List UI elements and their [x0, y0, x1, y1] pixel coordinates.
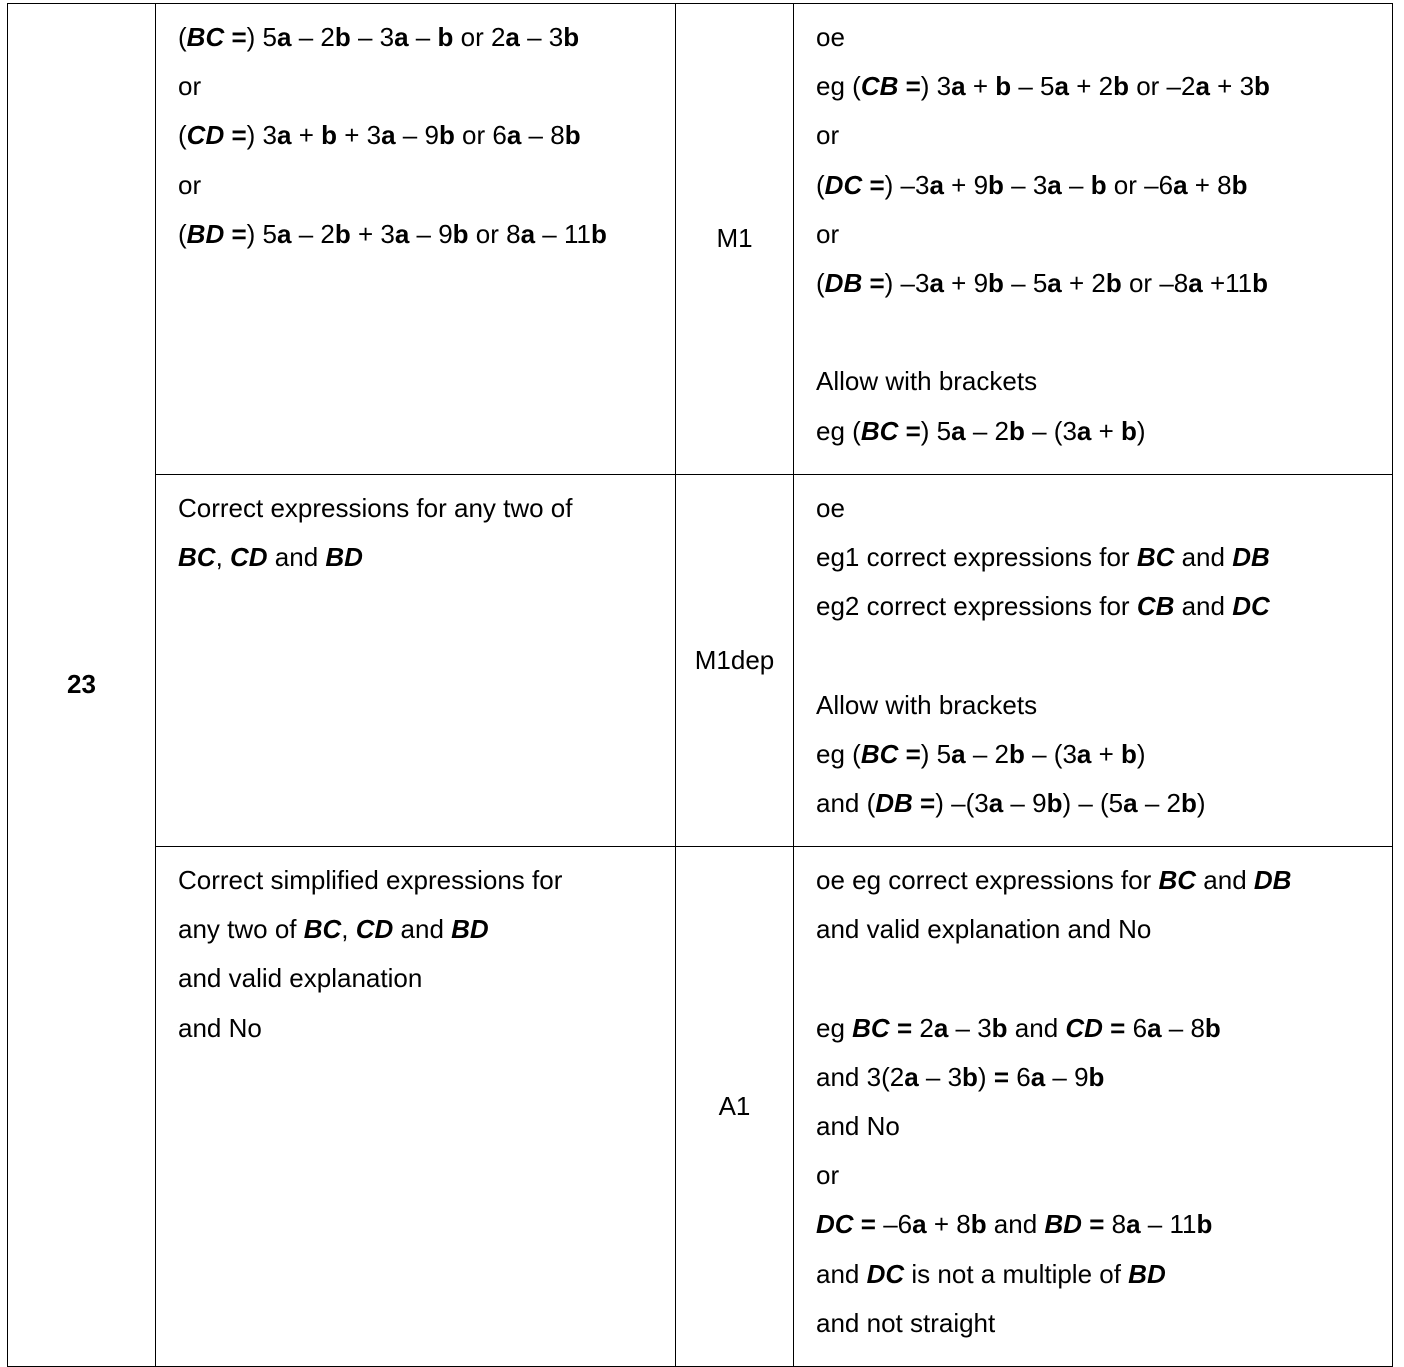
- answer-line: [178, 1004, 665, 1053]
- text-run: b: [1105, 268, 1122, 299]
- text-run: Correct expressions for any two of: [178, 493, 573, 523]
- text-run: b: [564, 120, 581, 151]
- text-run: a: [277, 218, 292, 249]
- text-run: =: [1081, 1209, 1112, 1240]
- text-run: and: [1007, 1012, 1066, 1043]
- comment-line: [816, 407, 1382, 456]
- text-run: – 2: [965, 739, 1009, 769]
- text-run: b: [1121, 415, 1137, 446]
- text-run: =: [912, 788, 936, 819]
- text-run: (: [178, 218, 187, 249]
- text-run: a: [277, 120, 292, 151]
- answer-line: [178, 111, 665, 160]
- text-run: and: [986, 1209, 1045, 1240]
- text-run: b: [1204, 1012, 1221, 1043]
- text-run: ) 5: [246, 22, 277, 52]
- text-run: and: [1174, 591, 1233, 622]
- text-run: ) 3: [246, 120, 277, 151]
- text-run: eg (: [816, 415, 861, 446]
- text-run: – 9: [1003, 788, 1047, 819]
- text-run: + 3: [337, 120, 382, 151]
- text-run: and 3(2: [816, 1061, 905, 1092]
- text-run: – 3: [519, 22, 564, 52]
- text-run: 2: [919, 1012, 934, 1043]
- text-run: b: [1231, 169, 1248, 200]
- text-run: + 2: [1061, 268, 1106, 299]
- text-run: BD: [1044, 1209, 1082, 1240]
- text-run: =: [986, 1061, 1017, 1092]
- text-run: – 2: [291, 22, 335, 52]
- text-run: CD: [186, 120, 225, 151]
- text-run: – 9: [409, 218, 453, 249]
- text-run: or: [816, 1160, 840, 1191]
- answer-line: [178, 856, 665, 905]
- comment-line: [816, 1004, 1382, 1053]
- mark-cell: M1dep: [676, 475, 794, 847]
- text-run: a: [951, 415, 966, 446]
- text-run: DB: [875, 788, 913, 819]
- text-run: b: [1008, 415, 1025, 446]
- text-run: DB: [1232, 542, 1270, 573]
- text-run: b: [1121, 739, 1137, 769]
- comment-line: [816, 1250, 1382, 1299]
- text-run: b: [1180, 788, 1197, 819]
- text-run: eg (: [816, 71, 861, 102]
- text-run: or –8: [1121, 268, 1189, 299]
- comment-line: [816, 730, 1382, 779]
- text-run: BD: [186, 218, 225, 249]
- text-run: a: [988, 788, 1004, 819]
- text-run: DC: [816, 1209, 854, 1240]
- text-run: –: [1061, 169, 1091, 200]
- comment-line: [816, 259, 1382, 308]
- text-run: and not straight: [816, 1307, 996, 1338]
- text-run: and: [1196, 865, 1254, 895]
- text-run: and: [1174, 542, 1233, 573]
- text-run: DB: [1253, 865, 1292, 895]
- answer-cell: [156, 4, 676, 475]
- text-run: BC: [186, 22, 225, 52]
- text-run: (: [816, 169, 825, 200]
- text-run: +: [1091, 415, 1122, 446]
- text-run: ) –(3: [935, 788, 989, 819]
- comment-line: [816, 357, 1382, 406]
- text-run: – 2: [965, 415, 1009, 446]
- text-run: b: [334, 22, 351, 52]
- text-run: CB: [860, 71, 899, 102]
- text-run: b: [1008, 739, 1025, 769]
- text-run: BD: [325, 542, 363, 573]
- comment-line: [816, 582, 1382, 631]
- text-run: a: [929, 169, 944, 200]
- text-run: or: [178, 71, 202, 102]
- text-run: + 3: [1209, 71, 1255, 102]
- text-run: ): [977, 1061, 987, 1092]
- text-run: =: [862, 268, 885, 299]
- text-run: is not a multiple of: [904, 1258, 1129, 1289]
- text-run: b: [321, 120, 337, 151]
- text-run: +: [965, 71, 996, 102]
- mark-row-3: [8, 847, 1393, 1367]
- text-run: oe: [816, 22, 845, 52]
- text-run: b: [988, 268, 1004, 299]
- text-run: ) 5: [246, 218, 277, 249]
- text-run: a: [1123, 788, 1138, 819]
- text-run: =: [898, 415, 921, 446]
- text-run: b: [1088, 1061, 1105, 1092]
- text-run: and valid explanation: [178, 963, 423, 994]
- comment-line: [816, 62, 1382, 111]
- text-run: a: [1076, 739, 1092, 769]
- text-run: or –6: [1106, 169, 1174, 200]
- text-run: a: [277, 22, 292, 52]
- text-run: – 8: [1161, 1012, 1205, 1043]
- text-run: =: [1102, 1012, 1133, 1043]
- text-run: a: [505, 22, 520, 52]
- text-run: a: [1147, 1012, 1162, 1043]
- answer-line: [178, 161, 665, 210]
- text-run: (: [178, 120, 187, 151]
- text-run: BC: [1136, 542, 1175, 573]
- text-run: a: [1126, 1209, 1141, 1240]
- text-run: =: [224, 120, 247, 151]
- text-run: DC: [866, 1258, 905, 1289]
- text-run: or –2: [1128, 71, 1196, 102]
- comment-line: [816, 210, 1382, 259]
- text-run: a: [1054, 71, 1069, 102]
- text-run: a: [1030, 1061, 1046, 1092]
- text-run: CD: [1065, 1012, 1103, 1043]
- text-run: and valid explanation and No: [816, 914, 1152, 945]
- comment-line: [816, 1053, 1382, 1102]
- text-run: any two of: [178, 914, 304, 945]
- comment-line: [816, 1102, 1382, 1151]
- text-run: – (3: [1024, 415, 1077, 446]
- text-run: eg (: [816, 739, 861, 769]
- answer-line: [178, 533, 665, 582]
- text-run: ) 5: [920, 415, 952, 446]
- text-run: Allow with brackets: [816, 366, 1038, 397]
- comment-line: [816, 779, 1382, 828]
- text-run: a: [1188, 268, 1203, 299]
- mark-cell: A1: [676, 847, 794, 1367]
- text-run: + 9: [943, 268, 989, 299]
- text-run: a: [506, 120, 522, 151]
- text-run: BC: [852, 1012, 890, 1043]
- text-run: a: [912, 1209, 927, 1240]
- text-run: + 8: [1187, 169, 1232, 200]
- text-run: and: [393, 914, 452, 945]
- text-run: + 8: [926, 1209, 971, 1240]
- text-run: a: [394, 218, 410, 249]
- text-run: – (3: [1024, 739, 1077, 769]
- text-run: a: [951, 71, 966, 102]
- text-run: BC: [1158, 865, 1197, 895]
- text-run: – 3: [948, 1012, 992, 1043]
- comment-line: [816, 954, 1382, 1003]
- text-run: ) 3: [920, 71, 952, 102]
- text-run: ,: [215, 542, 231, 573]
- text-run: b: [334, 218, 351, 249]
- comment-line: [816, 533, 1382, 582]
- text-run: BC: [860, 739, 899, 769]
- text-run: ) –3: [884, 169, 930, 200]
- answer-line: [178, 62, 665, 111]
- text-run: – 11: [1140, 1209, 1197, 1240]
- text-run: ) – (5: [1062, 788, 1124, 819]
- text-run: ): [1136, 415, 1146, 446]
- text-run: BD: [1128, 1258, 1166, 1289]
- text-run: – 11: [535, 218, 591, 249]
- text-run: and No: [816, 1111, 900, 1141]
- text-run: or 6: [454, 120, 507, 151]
- text-run: and No: [178, 1012, 262, 1043]
- text-run: 6: [1016, 1061, 1031, 1092]
- comment-line: [816, 681, 1382, 730]
- text-run: CD: [230, 542, 268, 573]
- mark-row-1: [8, 4, 1393, 475]
- text-run: – 3: [350, 22, 395, 52]
- text-run: ,: [341, 914, 356, 945]
- text-run: ) –3: [884, 268, 930, 299]
- text-run: or: [816, 120, 840, 151]
- text-run: b: [563, 22, 580, 52]
- text-run: –: [408, 22, 438, 52]
- text-run: –6: [883, 1209, 913, 1240]
- answer-line: [178, 954, 665, 1003]
- text-run: ): [1136, 739, 1146, 769]
- text-run: =: [862, 169, 885, 200]
- text-run: b: [452, 218, 469, 249]
- text-run: =: [898, 739, 921, 769]
- comment-line: [816, 905, 1382, 954]
- mark-scheme-table: [7, 3, 1393, 1367]
- answer-line: [178, 13, 665, 62]
- text-run: b: [1196, 1209, 1213, 1240]
- text-run: +: [291, 120, 322, 151]
- text-run: + 3: [350, 218, 395, 249]
- comment-line: [816, 161, 1382, 210]
- text-run: 8: [1111, 1209, 1127, 1240]
- text-run: CB: [1136, 591, 1175, 622]
- comment-line: [816, 1299, 1382, 1348]
- text-run: b: [437, 22, 454, 52]
- text-run: oe eg correct expressions for: [816, 865, 1159, 895]
- text-run: eg: [816, 1012, 853, 1043]
- text-run: b: [988, 169, 1004, 200]
- text-run: +11: [1202, 268, 1253, 299]
- text-run: b: [1090, 169, 1107, 200]
- text-run: b: [995, 71, 1012, 102]
- comment-line: [816, 856, 1382, 905]
- text-run: (: [816, 268, 825, 299]
- text-run: CD: [355, 914, 394, 945]
- text-run: eg2 correct expressions for: [816, 591, 1137, 622]
- text-run: =: [224, 218, 247, 249]
- text-run: a: [929, 268, 944, 299]
- text-run: – 5: [1003, 268, 1048, 299]
- text-run: a: [394, 22, 409, 52]
- comment-line: [816, 1200, 1382, 1249]
- answer-line: [178, 484, 665, 533]
- comment-line: [816, 111, 1382, 160]
- answer-line: [178, 905, 665, 954]
- text-run: =: [889, 1012, 920, 1043]
- text-run: BD: [451, 914, 489, 945]
- mark-row-2: [8, 475, 1393, 847]
- comment-line: [816, 1151, 1382, 1200]
- text-run: a: [1076, 415, 1092, 446]
- text-run: b: [962, 1061, 978, 1092]
- text-run: – 9: [1045, 1061, 1089, 1092]
- text-run: BC: [860, 415, 899, 446]
- answer-line: [178, 210, 665, 259]
- answer-cell: [156, 475, 676, 847]
- text-run: – 2: [1137, 788, 1181, 819]
- text-run: b: [991, 1012, 1008, 1043]
- comments-cell: [794, 847, 1393, 1367]
- text-run: and: [267, 542, 326, 573]
- text-run: – 3: [918, 1061, 963, 1092]
- text-run: ) 5: [920, 739, 952, 769]
- text-run: or 8: [468, 218, 521, 249]
- text-run: b: [590, 218, 607, 249]
- text-run: b: [1254, 71, 1270, 102]
- text-run: BC: [303, 914, 342, 945]
- text-run: and (: [816, 788, 876, 819]
- text-run: a: [1173, 169, 1188, 200]
- answer-cell: [156, 847, 676, 1367]
- text-run: a: [520, 218, 536, 249]
- question-number: 23: [8, 4, 156, 1367]
- text-run: =: [898, 71, 921, 102]
- text-run: +: [1091, 739, 1122, 769]
- text-run: oe: [816, 493, 845, 523]
- text-run: a: [933, 1012, 949, 1043]
- comment-line: [816, 484, 1382, 533]
- text-run: a: [1195, 71, 1210, 102]
- text-run: – 2: [291, 218, 335, 249]
- text-run: Correct simplified expressions for: [178, 865, 563, 895]
- comment-line: [816, 308, 1382, 357]
- text-run: b: [1252, 268, 1269, 299]
- text-run: BC: [178, 542, 216, 573]
- text-run: – 5: [1011, 71, 1055, 102]
- text-run: DB: [824, 268, 863, 299]
- comment-line: [816, 13, 1382, 62]
- mark-cell: M1: [676, 4, 794, 475]
- text-run: a: [1047, 268, 1062, 299]
- text-run: or: [816, 218, 840, 249]
- comment-line: [816, 632, 1382, 681]
- text-run: a: [951, 739, 966, 769]
- text-run: + 2: [1068, 71, 1114, 102]
- text-run: DC: [824, 169, 863, 200]
- text-run: eg1 correct expressions for: [816, 542, 1137, 573]
- text-run: – 8: [521, 120, 565, 151]
- text-run: b: [1113, 71, 1129, 102]
- text-run: ): [1196, 788, 1206, 819]
- text-run: – 9: [395, 120, 439, 151]
- text-run: a: [904, 1061, 919, 1092]
- text-run: 6: [1132, 1012, 1148, 1043]
- text-run: DC: [1232, 591, 1270, 622]
- text-run: or: [178, 169, 202, 200]
- text-run: a: [381, 120, 396, 151]
- text-run: b: [970, 1209, 987, 1240]
- text-run: (: [178, 22, 187, 52]
- text-run: – 3: [1003, 169, 1048, 200]
- text-run: b: [1046, 788, 1063, 819]
- comments-cell: [794, 475, 1393, 847]
- text-run: =: [224, 22, 247, 52]
- text-run: and: [816, 1258, 867, 1289]
- text-run: b: [438, 120, 455, 151]
- text-run: + 9: [943, 169, 989, 200]
- comments-cell: [794, 4, 1393, 475]
- text-run: or 2: [453, 22, 506, 52]
- text-run: =: [853, 1209, 884, 1240]
- text-run: a: [1047, 169, 1062, 200]
- text-run: Allow with brackets: [816, 689, 1038, 720]
